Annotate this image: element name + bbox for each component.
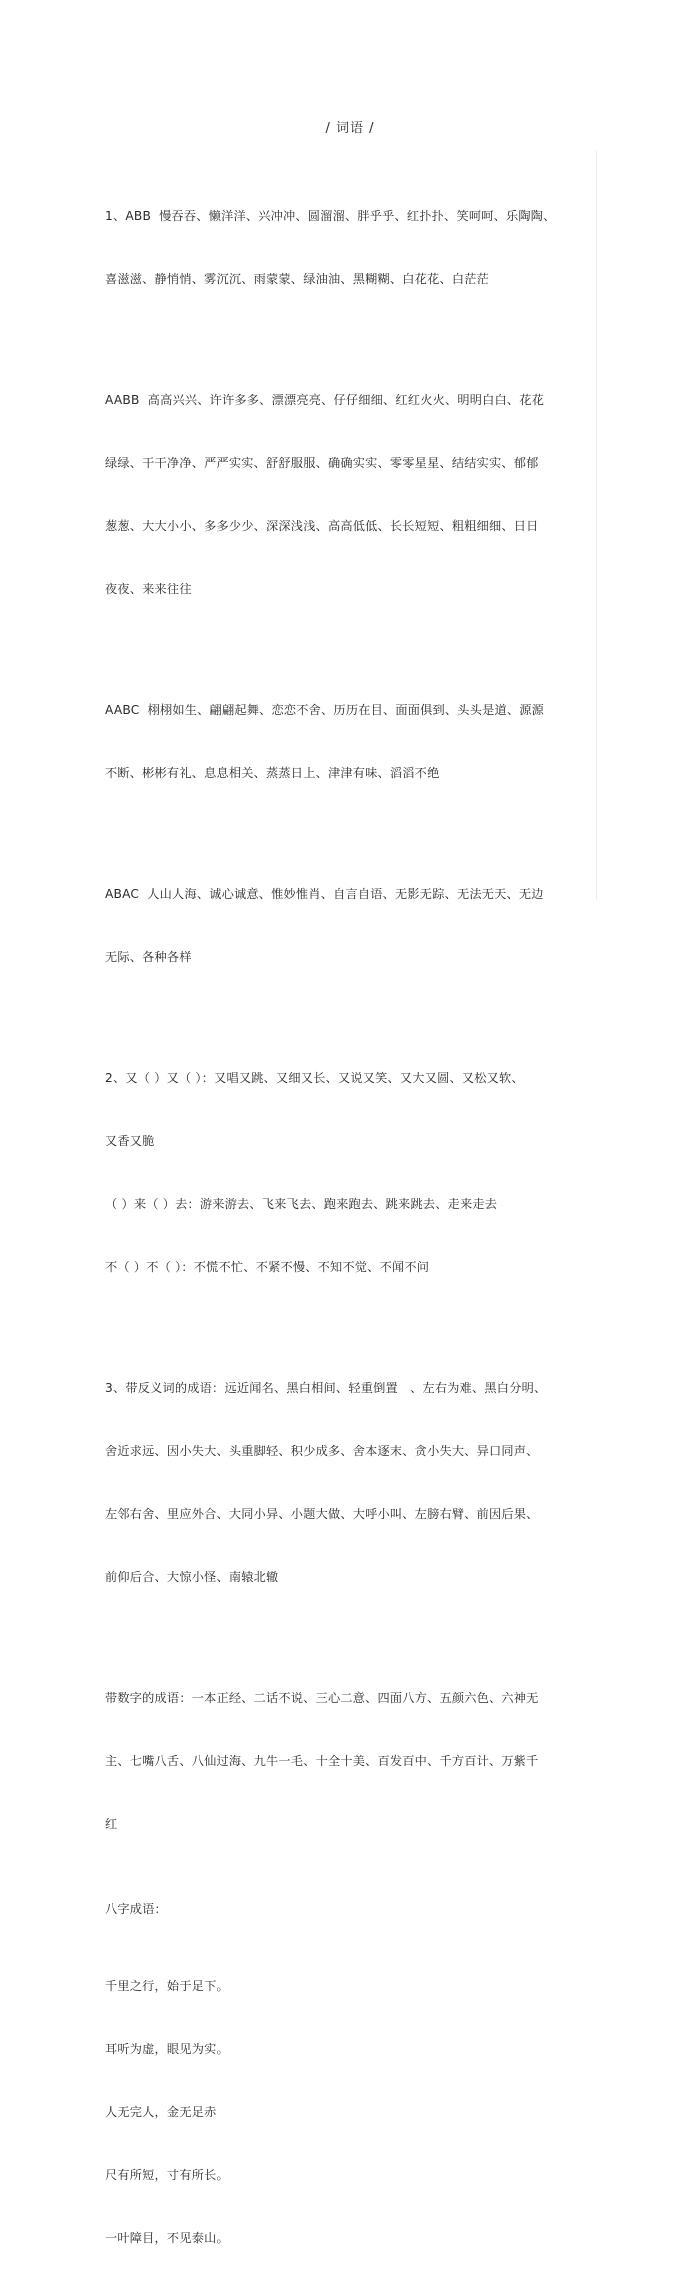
aabb-line-3: 葱葱、大大小小、多多少少、深深浅浅、高高低低、长长短短、粗粗细细、日日 <box>105 519 539 533</box>
numbers-section <box>105 1646 590 1877</box>
antonym-line-1: 3、带反义词的成语：远近闻名、黑白相间、轻重倒置 、左右为难、黑白分明、 <box>105 1381 547 1395</box>
aabb-line-1: AABB 高高兴兴、许许多多、漂漂亮亮、仔仔细细、红红火火、明明白白、花花 <box>105 393 545 407</box>
numbers-line-1: 带数字的成语：一本正经、二话不说、三心二意、四面八方、五颜六色、六神无 <box>105 1691 539 1705</box>
antonym-section <box>105 1336 590 1630</box>
numbers-line-2: 主、七嘴八舌、八仙过海、九牛一毛、十全十美、百发百中、千方百计、万紫千 <box>105 1754 539 1768</box>
abb-section <box>105 164 590 332</box>
aabb-line-4: 夜夜、来来往往 <box>105 582 192 596</box>
eight-section <box>105 1934 590 2291</box>
aabb-section <box>105 348 590 642</box>
antonym-line-2: 舍近求远、因小失大、头重脚轻、积少成多、舍本逐末、贪小失大、异口同声、 <box>105 1444 539 1458</box>
abb-line-1: 1、ABB 慢吞吞、懒洋洋、兴冲冲、圆溜溜、胖乎乎、红扑扑、笑呵呵、乐陶陶、 <box>105 209 556 223</box>
you-line-4: 不（ ）不（ ）：不慌不忙、不紧不慢、不知不觉、不闻不问 <box>105 1260 430 1274</box>
abac-line-2: 无际、各种各样 <box>105 950 192 964</box>
aabc-line-1: AABC 栩栩如生、翩翩起舞、恋恋不舍、历历在目、面面俱到、头头是道、源源 <box>105 703 545 717</box>
eight-line-5: 一叶障目，不见泰山。 <box>105 2231 229 2245</box>
eight-heading: 八字成语： <box>105 1902 167 1916</box>
numbers-line-3: 红 <box>105 1817 118 1831</box>
eight-line-2: 耳听为虚，眼见为实。 <box>105 2042 229 2056</box>
eight-line-1: 千里之行，始于足下。 <box>105 1979 229 1993</box>
page-title: / 词语 / <box>325 121 375 136</box>
abac-line-1: ABAC 人山人海、诚心诚意、惟妙惟肖、自言自语、无影无踪、无法无天、无边 <box>105 887 544 901</box>
document-body <box>105 164 590 2291</box>
antonym-line-3: 左邻右舍、里应外合、大同小异、小题大做、大呼小叫、左膀右臂、前因后果、 <box>105 1507 539 1521</box>
aabc-section <box>105 658 590 826</box>
you-line-2: 又香又脆 <box>105 1134 155 1148</box>
antonym-line-4: 前仰后合、大惊小怪、南辕北辙 <box>105 1570 279 1584</box>
eight-line-3: 人无完人，金无足赤 <box>105 2105 217 2119</box>
abb-line-2: 喜滋滋、静悄悄、雾沉沉、雨蒙蒙、绿油油、黑糊糊、白花花、白茫茫 <box>105 272 490 286</box>
abac-section <box>105 842 590 1010</box>
aabc-line-2: 不断、彬彬有礼、息息相关、蒸蒸日上、津津有味、滔滔不绝 <box>105 766 440 780</box>
you-section <box>105 1026 590 1320</box>
eight-line-4: 尺有所短，寸有所长。 <box>105 2168 229 2182</box>
aabb-line-2: 绿绿、干干净净、严严实实、舒舒服服、确确实实、零零星星、结结实实、郁郁 <box>105 456 539 470</box>
you-line-3: （ ）来（ ）去：游来游去、飞来飞去、跑来跑去、跳来跳去、走来走去 <box>105 1197 498 1211</box>
page-edge-line <box>596 150 597 900</box>
you-line-1: 2、又（ ）又（ ）：又唱又跳、又细又长、又说又笑、又大又圆、又松又软、 <box>105 1071 524 1085</box>
